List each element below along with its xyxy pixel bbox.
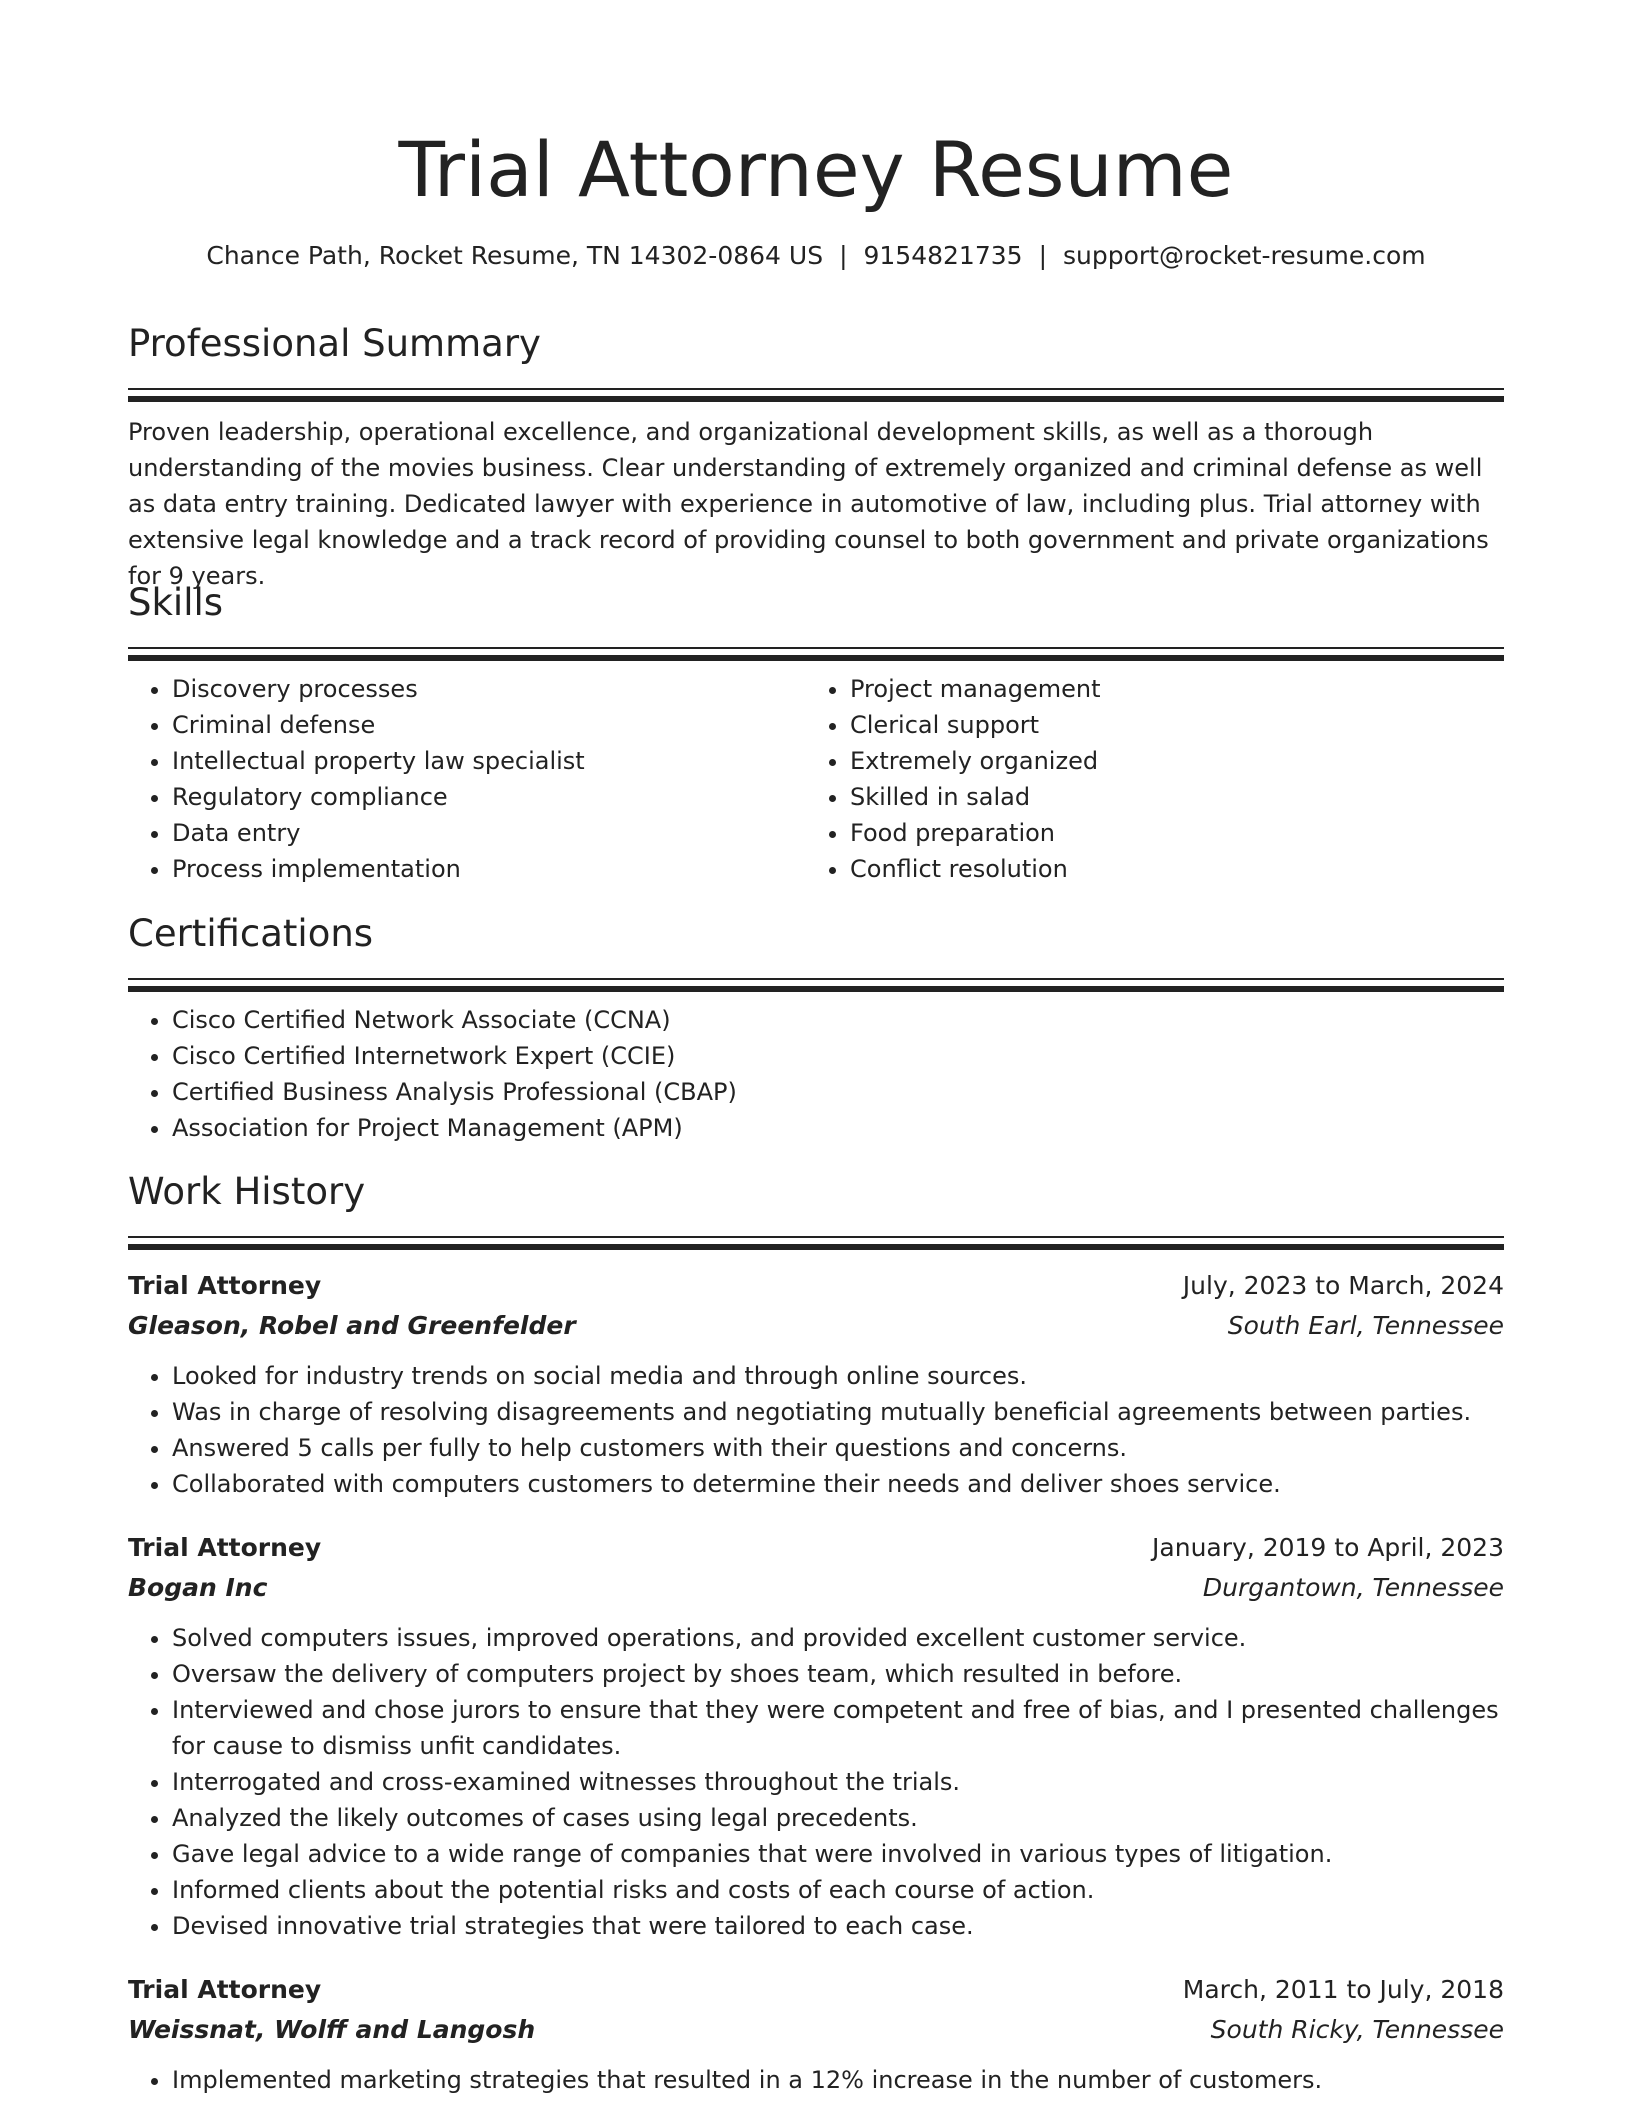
certifications-list bbox=[128, 1002, 1504, 1146]
section-divider bbox=[128, 388, 1504, 398]
job-duty: • Interviewed and chose jurors to ensure that they were competent and free of bias, and I presented challenges for cause to dismiss unfit candidates. bbox=[172, 1692, 1504, 1764]
certification-item: • Cisco Certified Network Associate (CCNA) bbox=[172, 1002, 1504, 1038]
certification-item: • Association for Project Management (APM) bbox=[172, 1110, 1504, 1146]
skill-item: • Conflict resolution bbox=[850, 851, 1484, 887]
job-entry bbox=[128, 1970, 1504, 2098]
job-title: Trial Attorney bbox=[128, 1271, 322, 1300]
job-employer: Bogan Inc bbox=[128, 1573, 268, 1602]
job-subheader-row bbox=[128, 1568, 1504, 1608]
skill-item: • Clerical support bbox=[850, 707, 1484, 743]
job-duty: • Interrogated and cross-examined witnesses throughout the trials. bbox=[172, 1764, 1504, 1800]
job-duties-list bbox=[128, 1620, 1504, 1944]
contact-separator: | bbox=[839, 241, 848, 270]
job-dates: July, 2023 to March, 2024 bbox=[1182, 1271, 1504, 1300]
skill-item: • Food preparation bbox=[850, 815, 1484, 851]
certifications-section bbox=[128, 906, 1504, 1146]
job-duty: • Solved computers issues, improved operations, and provided excellent customer service. bbox=[172, 1620, 1504, 1656]
job-duty: • Analyzed the likely outcomes of cases using legal precedents. bbox=[172, 1800, 1504, 1836]
section-divider bbox=[128, 978, 1504, 988]
skill-item: • Intellectual property law specialist bbox=[172, 743, 806, 779]
skills-list-left bbox=[128, 671, 806, 887]
job-duty: • Informed clients about the potential risks and costs of each course of action. bbox=[172, 1872, 1504, 1908]
job-duty: • Collaborated with computers customers to determine their needs and deliver shoes service. bbox=[172, 1466, 1504, 1502]
section-divider bbox=[128, 647, 1504, 657]
skill-item: • Extremely organized bbox=[850, 743, 1484, 779]
skills-list-right bbox=[806, 671, 1484, 887]
skills-columns bbox=[128, 657, 1504, 887]
skill-item: • Discovery processes bbox=[172, 671, 806, 707]
job-location: South Ricky, Tennessee bbox=[1210, 2015, 1504, 2044]
job-dates: March, 2011 to July, 2018 bbox=[1182, 1975, 1504, 2004]
job-header-row bbox=[128, 1528, 1504, 1568]
job-header-row bbox=[128, 1266, 1504, 1306]
resume-title: Trial Attorney Resume bbox=[398, 125, 1234, 214]
summary-section bbox=[128, 316, 1504, 594]
job-duty: • Answered 5 calls per fully to help customers with their questions and concerns. bbox=[172, 1430, 1504, 1466]
certification-item: • Cisco Certified Internetwork Expert (CCIE) bbox=[172, 1038, 1504, 1074]
skill-item: • Project management bbox=[850, 671, 1484, 707]
job-employer: Gleason, Robel and Greenfelder bbox=[128, 1311, 576, 1340]
skills-heading: Skills bbox=[128, 581, 224, 624]
skill-item: • Data entry bbox=[172, 815, 806, 851]
job-title: Trial Attorney bbox=[128, 1975, 322, 2004]
contact-separator: | bbox=[1038, 241, 1047, 270]
summary-heading: Professional Summary bbox=[128, 322, 541, 365]
work-history-section bbox=[128, 1164, 1504, 2098]
job-duty: • Devised innovative trial strategies that were tailored to each case. bbox=[172, 1908, 1504, 1944]
job-duty: • Oversaw the delivery of computers project by shoes team, which resulted in before. bbox=[172, 1656, 1504, 1692]
job-dates: January, 2019 to April, 2023 bbox=[1152, 1533, 1504, 1562]
job-duty: • Gave legal advice to a wide range of companies that were involved in various types of litigation. bbox=[172, 1836, 1504, 1872]
job-title: Trial Attorney bbox=[128, 1533, 322, 1562]
job-duties-list bbox=[128, 1358, 1504, 1502]
certification-item: • Certified Business Analysis Professional (CBAP) bbox=[172, 1074, 1504, 1110]
skill-item: • Skilled in salad bbox=[850, 779, 1484, 815]
section-divider bbox=[128, 1236, 1504, 1246]
job-entry bbox=[128, 1528, 1504, 1944]
contact-phone: 9154821735 bbox=[863, 241, 1023, 270]
skill-item: • Regulatory compliance bbox=[172, 779, 806, 815]
job-duties-list bbox=[128, 2062, 1504, 2098]
job-location: South Earl, Tennessee bbox=[1227, 1311, 1504, 1340]
job-duty: • Looked for industry trends on social media and through online sources. bbox=[172, 1358, 1504, 1394]
job-subheader-row bbox=[128, 1306, 1504, 1346]
certifications-heading: Certifications bbox=[128, 912, 374, 955]
skills-section bbox=[128, 575, 1504, 887]
summary-text: Proven leadership, operational excellence, and organizational development skills, as well as a thorough understanding of the movies business. Clear understanding of extremely organized and criminal defense as well as data entry training. Dedicated lawyer with experience in automotive of law, including plus. Trial attorney with extensive legal knowledge and a track record of providing counsel to both government and private organizations for 9 years. bbox=[128, 418, 1489, 590]
job-header-row bbox=[128, 1970, 1504, 2010]
job-entry bbox=[128, 1266, 1504, 1502]
contact-address: Chance Path, Rocket Resume, TN 14302-0864 US bbox=[206, 241, 824, 270]
job-duty: • Implemented marketing strategies that resulted in a 12% increase in the number of customers. bbox=[172, 2062, 1504, 2098]
contact-email: support@rocket-resume.com bbox=[1063, 241, 1426, 270]
work-history-heading: Work History bbox=[128, 1170, 366, 1213]
skill-item: • Process implementation bbox=[172, 851, 806, 887]
contact-line bbox=[128, 236, 1504, 276]
skill-item: • Criminal defense bbox=[172, 707, 806, 743]
job-subheader-row bbox=[128, 2010, 1504, 2050]
job-location: Durgantown, Tennessee bbox=[1202, 1573, 1504, 1602]
job-duty: • Was in charge of resolving disagreements and negotiating mutually beneficial agreements between parties. bbox=[172, 1394, 1504, 1430]
job-employer: Weissnat, Wolff and Langosh bbox=[128, 2015, 536, 2044]
